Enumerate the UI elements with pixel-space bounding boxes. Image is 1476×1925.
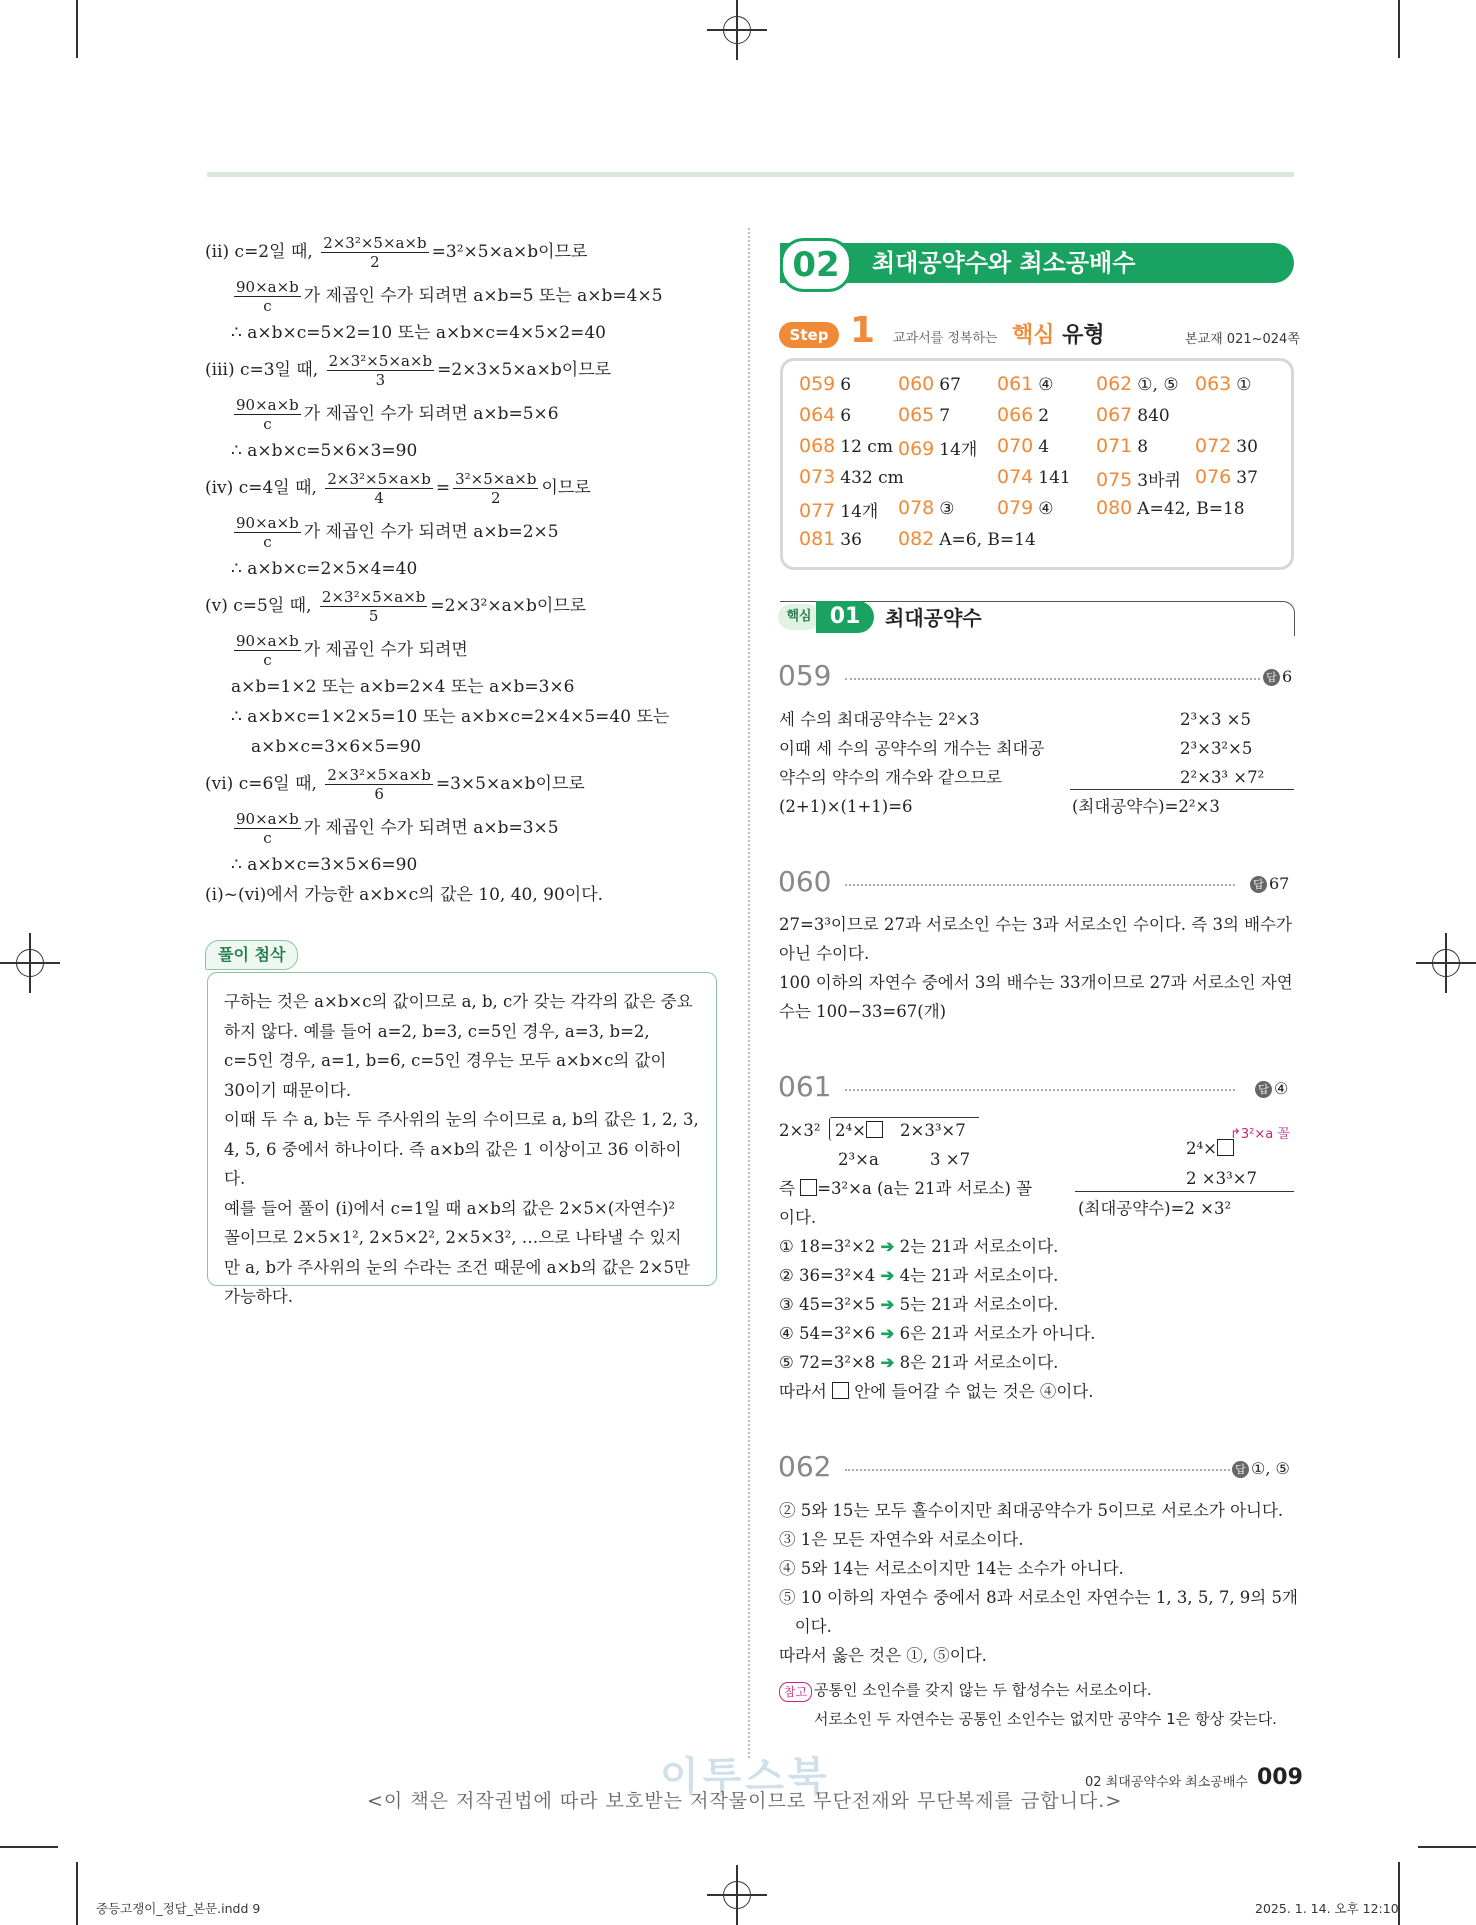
dotted-leader	[845, 1469, 1230, 1471]
answer-item	[898, 497, 955, 519]
problem-answer	[1250, 873, 1289, 895]
answer-item	[799, 373, 851, 395]
numerator: 90×a×b	[236, 632, 299, 650]
text: 가 제곱인 수가 되려면 a×b=5×6	[303, 404, 559, 424]
answer-value: 141	[1038, 468, 1071, 488]
answer-value: ①, ⑤	[1251, 1459, 1290, 1478]
denominator: 5	[368, 607, 379, 625]
step-emphasis	[1012, 318, 1105, 349]
arrow-icon: ➔	[880, 1353, 895, 1372]
answer-value: 14개	[939, 440, 978, 460]
case-iii-line1	[205, 348, 745, 392]
blank-box	[832, 1382, 849, 1399]
column-divider	[748, 228, 750, 1758]
answer-item	[997, 404, 1049, 426]
registration-mark	[707, 0, 767, 60]
problem-number: 061	[778, 1070, 832, 1103]
note-badge: 참고	[779, 1682, 812, 1702]
tip-line: c=5인 경우, a=1, b=6, c=5인 경우는 모두 a×b×c의 값이	[224, 1051, 667, 1070]
answer-value: 37	[1236, 468, 1258, 488]
section-title: 최대공약수와 최소공배수	[872, 249, 1136, 277]
denominator: c	[263, 533, 272, 551]
numerator: 90×a×b	[236, 810, 299, 828]
problem-answer	[1232, 1458, 1290, 1480]
calc-rule	[1075, 1191, 1294, 1192]
question-number: 074	[997, 466, 1034, 488]
blank-box	[866, 1121, 883, 1138]
annotation-tag	[1230, 1123, 1290, 1142]
answer-item	[799, 497, 878, 522]
answer-value: 67	[939, 375, 961, 395]
question-number: 080	[1096, 497, 1133, 519]
case-v-line2	[205, 628, 745, 672]
division-bracket	[829, 1117, 832, 1141]
case-ii-line1	[205, 230, 745, 274]
text: ④ 54=3²×6	[779, 1324, 876, 1343]
case-iv-line3: ∴ a×b×c=2×5×4=40	[231, 559, 418, 579]
question-number: 073	[799, 466, 836, 488]
solution-line: 수는 100−33=67(개)	[779, 1002, 947, 1021]
solution-line	[779, 1174, 1032, 1203]
blank-box	[800, 1179, 817, 1196]
answer-item	[1096, 404, 1170, 426]
dotted-leader	[845, 678, 1260, 680]
numerator: 2×3²×5×a×b	[323, 234, 427, 252]
text: 따라서	[779, 1382, 833, 1401]
dotted-leader	[845, 1089, 1235, 1091]
answer-item	[799, 435, 893, 457]
text: =2×3²×a×b이므로	[430, 596, 587, 616]
answer-value: A=6, B=14	[939, 530, 1036, 550]
case-label: (ⅱ) c=2일 때,	[205, 242, 313, 262]
answer-item	[1096, 466, 1181, 491]
page-section: 02 최대공약수와 최소공배수	[1085, 1775, 1248, 1790]
core-number: 01	[816, 601, 874, 633]
text: 6은 21과 서로소가 아니다.	[899, 1324, 1096, 1343]
text: =3²×a (a는 21과 서로소) 꼴	[817, 1179, 1033, 1198]
text: =3²×5×a×b이므로	[431, 242, 588, 262]
case-vi-line3: ∴ a×b×c=3×5×6=90	[231, 855, 418, 875]
text: ⑤ 72=3²×8	[779, 1353, 876, 1372]
question-number: 069	[898, 438, 935, 460]
tip-line: 이때 두 수 a, b는 두 주사위의 눈의 수이므로 a, b의 값은 1, 2, 3,	[224, 1110, 699, 1129]
tip-line: 만 a, b가 주사위의 눈의 수라는 조건 때문에 a×b의 값은 2×5만	[224, 1257, 690, 1277]
slug-timestamp: 2025. 1. 14. 오후 12:10	[1255, 1901, 1399, 1916]
step-pill: Step	[779, 322, 839, 348]
calc-rule	[1070, 789, 1294, 790]
fraction	[321, 234, 428, 271]
fraction	[234, 632, 301, 669]
answer-value: 6	[840, 375, 852, 395]
tip-line: 구하는 것은 a×b×c의 값이므로 a, b, c가 갖는 각각의 값은 중요	[224, 992, 693, 1011]
case-iii-line2	[205, 392, 745, 436]
answer-value: 2	[1038, 406, 1050, 426]
registration-mark	[707, 1865, 767, 1925]
denominator: 3	[375, 371, 386, 389]
solution-line: ⑤ 10 이하의 자연수 중에서 8과 서로소인 자연수는 1, 3, 5, 7, 9의 5개	[779, 1588, 1298, 1607]
arrow-icon: ➔	[880, 1237, 895, 1256]
question-number: 071	[1096, 435, 1133, 457]
answer-item	[997, 466, 1071, 488]
choice-line	[779, 1319, 1096, 1348]
answer-item	[898, 435, 977, 460]
question-number: 075	[1096, 469, 1133, 491]
text: 안에 들어갈 수 없는 것은 ④이다.	[849, 1382, 1094, 1401]
answer-badge: 답	[1250, 876, 1267, 893]
numerator: 90×a×b	[236, 278, 299, 296]
choice-line	[779, 1290, 1058, 1319]
case-ii-line2	[205, 274, 745, 318]
text: 2⁴×	[835, 1121, 866, 1140]
case-label: (ⅵ) c=6일 때,	[205, 774, 317, 794]
answer-value: ④	[1274, 1079, 1289, 1098]
answer-value: 8	[1137, 437, 1149, 457]
answer-value: 14개	[840, 502, 879, 522]
registration-mark	[0, 933, 60, 993]
answer-item	[1195, 435, 1258, 457]
section-number: 02	[780, 238, 852, 292]
answer-item	[898, 528, 1036, 550]
watermark-logo: 이투스북	[660, 1754, 831, 1800]
solution-line: (2+1)×(1+1)=6	[779, 797, 913, 816]
tip-line: 4, 5, 6 중에서 하나이다. 즉 a×b의 값은 1 이상이고 36 이하이다.	[224, 1139, 682, 1188]
calc-line	[1186, 1134, 1234, 1163]
fraction	[234, 810, 301, 847]
crop-mark	[1398, 0, 1400, 58]
calc-line: 2²×3³ ×7²	[1180, 768, 1265, 787]
solution-line: 이다.	[779, 1208, 817, 1227]
case-vi-line1	[205, 762, 745, 806]
fraction	[234, 514, 301, 551]
answer-value: 36	[840, 530, 862, 550]
answer-value: ①	[1236, 375, 1252, 395]
answer-value: 6	[1282, 667, 1293, 686]
question-number: 070	[997, 435, 1034, 457]
tip-line: 하지 않다. 예를 들어 a=2, b=3, c=5인 경우, a=3, b=2,	[224, 1021, 650, 1041]
text: =2×3×5×a×b이므로	[437, 360, 612, 380]
question-number: 064	[799, 404, 836, 426]
case-v-line4: ∴ a×b×c=1×2×5=10 또는 a×b×c=2×4×5=40 또는	[231, 707, 670, 727]
calc-line: 2³×3 ×5	[1180, 710, 1252, 729]
answer-item	[997, 497, 1054, 519]
blank-box	[1217, 1139, 1234, 1156]
case-label: (ⅳ) c=4일 때,	[205, 478, 317, 498]
text: 2는 21과 서로소이다.	[899, 1237, 1059, 1256]
fraction	[327, 352, 434, 389]
numerator: 90×a×b	[236, 514, 299, 532]
text: 5는 21과 서로소이다.	[899, 1295, 1059, 1314]
text: 즉	[779, 1179, 801, 1198]
denominator: 2	[490, 489, 501, 507]
arrow-icon: ➔	[880, 1295, 895, 1314]
copyright-notice: <이 책은 저작권법에 따라 보호받는 저작물이므로 무단전재와 무단복제를 금합니다.>	[367, 1790, 1123, 1812]
question-number: 077	[799, 500, 836, 522]
question-number: 076	[1195, 466, 1232, 488]
text: 이므로	[541, 478, 591, 498]
answer-item	[1096, 373, 1179, 395]
answer-item	[997, 435, 1049, 457]
solution-line: 아닌 수이다.	[779, 944, 870, 963]
answer-value: 7	[939, 406, 951, 426]
core-title: 최대공약수	[885, 606, 982, 630]
choice-line	[779, 1261, 1058, 1290]
arrow-icon: ➔	[880, 1324, 895, 1343]
denominator: c	[263, 415, 272, 433]
crop-mark	[0, 1846, 58, 1848]
answer-value: 6	[840, 406, 852, 426]
text: 3²×a 꼴	[1240, 1127, 1290, 1142]
answer-value: ①, ⑤	[1137, 375, 1179, 395]
calc-result: (최대공약수)=2²×3	[1072, 797, 1220, 816]
text: =	[435, 478, 451, 498]
division-dividend-2: 2×3³×7	[900, 1121, 966, 1140]
answer-item	[1195, 373, 1252, 395]
case-iv-line1	[205, 466, 745, 510]
denominator: c	[263, 651, 272, 669]
solution-line: 이다.	[779, 1617, 832, 1636]
solution-line: 따라서 옳은 것은 ①, ⑤이다.	[779, 1646, 987, 1665]
denominator: 6	[374, 785, 384, 803]
problem-answer	[1263, 666, 1292, 688]
question-number: 078	[898, 497, 935, 519]
numerator: 2×3²×5×a×b	[328, 352, 433, 370]
core-label: 핵심	[778, 604, 820, 630]
tip-line: 30이기 때문이다.	[224, 1080, 352, 1100]
case-label: (ⅲ) c=3일 때,	[205, 360, 319, 380]
page-number: 009	[1257, 1765, 1303, 1790]
question-number: 062	[1096, 373, 1133, 395]
question-number: 061	[997, 373, 1034, 395]
answer-item	[1096, 497, 1245, 519]
note-line: 서로소인 두 자연수는 공통인 소인수는 없지만 공약수 1은 항상 갖는다.	[814, 1710, 1277, 1728]
note-line: 공통인 소인수를 갖지 않는 두 합성수는 서로소이다.	[814, 1681, 1152, 1699]
crop-mark	[76, 1862, 78, 1925]
tip-line: 꼴이므로 2×5×1², 2×5×2², 2×5×3², …으로 나타낼 수 있지	[224, 1228, 682, 1247]
text: 4는 21과 서로소이다.	[899, 1266, 1059, 1285]
solution-line: 이때 세 수의 공약수의 개수는 최대공	[779, 739, 1045, 758]
answer-item	[1096, 435, 1148, 457]
answer-box	[780, 358, 1294, 570]
division-quotient: 2³×a	[838, 1150, 879, 1169]
problem-number: 059	[778, 659, 832, 692]
case-v-line5: a×b×c=3×6×5=90	[251, 737, 422, 757]
solution-line: ③ 1은 모든 자연수와 서로소이다.	[779, 1530, 1024, 1549]
calc-result: (최대공약수)=2 ×3²	[1078, 1199, 1232, 1218]
answer-item	[799, 528, 862, 550]
case-v-line3: a×b=1×2 또는 a×b=2×4 또는 a×b=3×6	[231, 677, 575, 697]
answer-item	[997, 373, 1054, 395]
textbook-ref: 본교재 021~024쪽	[1185, 332, 1300, 347]
fraction	[453, 470, 538, 507]
answer-item	[898, 373, 961, 395]
problem-number: 062	[778, 1450, 832, 1483]
text: ② 36=3²×4	[779, 1266, 876, 1285]
question-number: 082	[898, 528, 935, 550]
question-number: 079	[997, 497, 1034, 519]
denominator: c	[263, 297, 272, 315]
answer-item	[1195, 466, 1258, 488]
solution-line: 세 수의 최대공약수는 2²×3	[779, 710, 980, 729]
text: 가 제곱인 수가 되려면	[303, 640, 468, 660]
question-number: 081	[799, 528, 836, 550]
numerator: 2×3²×5×a×b	[327, 766, 431, 784]
tip-box	[207, 972, 717, 1306]
text: 가 제곱인 수가 되려면 a×b=3×5	[303, 818, 559, 838]
left-column	[205, 230, 745, 910]
text: ① 18=3²×2	[779, 1237, 876, 1256]
fraction	[234, 396, 301, 433]
fraction	[320, 588, 427, 625]
arrow-icon: ➔	[880, 1266, 895, 1285]
denominator: 2	[370, 253, 380, 271]
text: ③ 45=3²×5	[779, 1295, 876, 1314]
answer-value: 432 cm	[840, 468, 904, 488]
fraction	[325, 766, 432, 803]
dotted-leader	[845, 884, 1235, 886]
answer-value: 30	[1236, 437, 1258, 457]
question-number: 063	[1195, 373, 1232, 395]
answer-value: 3바퀴	[1137, 471, 1181, 491]
question-number: 067	[1096, 404, 1133, 426]
solution-line: ④ 5와 14는 서로소이지만 14는 소수가 아니다.	[779, 1559, 1124, 1578]
numerator: 3²×5×a×b	[455, 470, 537, 488]
question-number: 060	[898, 373, 935, 395]
answer-item	[799, 404, 851, 426]
numerator: 90×a×b	[236, 396, 299, 414]
answer-item	[898, 404, 950, 426]
step-number: 1	[850, 310, 876, 351]
case-label: (ⅴ) c=5일 때,	[205, 596, 312, 616]
denominator: 4	[374, 489, 384, 507]
answer-value: ③	[939, 499, 955, 519]
answer-item	[799, 466, 904, 488]
fraction	[234, 278, 301, 315]
text: 2⁴×	[1186, 1139, 1217, 1158]
step-text: 교과서를 정복하는	[893, 331, 998, 346]
solution-line: 27=3³이므로 27과 서로소인 수는 3과 서로소인 수이다. 즉 3의 배수가	[779, 915, 1292, 934]
crop-mark	[1418, 1846, 1476, 1848]
division-dividend	[835, 1116, 883, 1145]
text: 가 제곱인 수가 되려면 a×b=5 또는 a×b=4×5	[303, 286, 663, 306]
numerator: 2×3²×5×a×b	[327, 470, 431, 488]
answer-value: A=42, B=18	[1137, 499, 1245, 519]
numerator: 2×3²×5×a×b	[321, 588, 426, 606]
question-number: 066	[997, 404, 1034, 426]
problem-number: 060	[778, 865, 832, 898]
answer-value: ④	[1038, 375, 1054, 395]
case-ii-line3: ∴ a×b×c=5×2=10 또는 a×b×c=4×5×2=40	[231, 323, 606, 343]
question-number: 059	[799, 373, 836, 395]
solution-line: 100 이하의 자연수 중에서 3의 배수는 33개이므로 27과 서로소인 자연	[779, 973, 1293, 992]
division-quotient-2: 3 ×7	[930, 1150, 971, 1169]
fraction	[325, 470, 432, 507]
solution-line	[779, 1377, 1094, 1406]
answer-value: 840	[1137, 406, 1170, 426]
solution-line: 약수의 약수의 개수와 같으므로	[779, 768, 1002, 787]
division-left: 2×3²	[779, 1121, 821, 1140]
question-number: 065	[898, 404, 935, 426]
answer-badge: 답	[1255, 1081, 1272, 1098]
choice-line	[779, 1232, 1058, 1261]
tip-line: 가능하다.	[224, 1287, 294, 1306]
registration-mark	[1416, 933, 1476, 993]
solution-line: ② 5와 15는 모두 홀수이지만 최대공약수가 5이므로 서로소가 아니다.	[779, 1501, 1284, 1520]
crop-mark	[76, 0, 78, 58]
case-v-line1	[205, 584, 745, 628]
answer-value: 4	[1038, 437, 1050, 457]
problem-answer	[1255, 1078, 1288, 1100]
question-number: 068	[799, 435, 836, 457]
question-number: 072	[1195, 435, 1232, 457]
tip-label: 풀이 첨삭	[205, 940, 298, 970]
answer-value: 67	[1269, 874, 1290, 893]
case-iii-line3: ∴ a×b×c=5×6×3=90	[231, 441, 418, 461]
choice-line	[779, 1348, 1058, 1377]
case-iv-line2	[205, 510, 745, 554]
answer-value: ④	[1038, 499, 1054, 519]
conclusion: (ⅰ)~(ⅵ)에서 가능한 a×b×c의 값은 10, 40, 90이다.	[205, 885, 604, 905]
calc-line: 2³×3²×5	[1180, 739, 1253, 758]
calc-line: 2 ×3³×7	[1186, 1169, 1258, 1188]
answer-value: 12 cm	[840, 437, 893, 457]
text: 가 제곱인 수가 되려면 a×b=2×5	[303, 522, 559, 542]
text: 8은 21과 서로소이다.	[899, 1353, 1059, 1372]
step-emph-core: 핵심	[1012, 323, 1055, 348]
text: =3×5×a×b이므로	[435, 774, 585, 794]
tip-line: 예를 들어 풀이 (ⅰ)에서 c=1일 때 a×b의 값은 2×5×(자연수)²	[224, 1198, 676, 1218]
slug-filename: 중등고쟁이_정답_본문.indd 9	[96, 1901, 261, 1916]
answer-badge: 답	[1263, 669, 1280, 686]
answer-badge: 답	[1232, 1461, 1249, 1478]
case-vi-line2	[205, 806, 745, 850]
top-bar	[207, 172, 1294, 177]
denominator: c	[263, 829, 272, 847]
annotation-arrow: ↱	[1230, 1127, 1241, 1142]
step-emph-type: 유형	[1054, 323, 1105, 348]
